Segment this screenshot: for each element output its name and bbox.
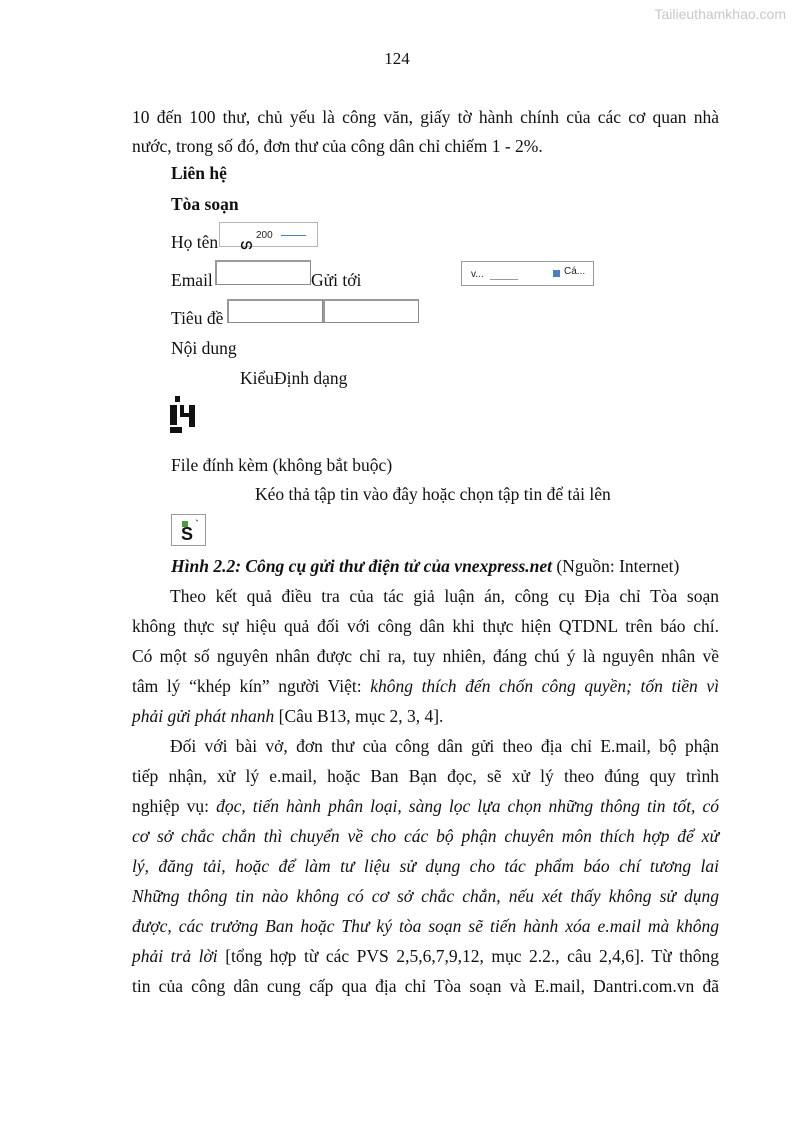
- para1-line-3: Có một số nguyên nhân được chỉ ra, tuy nhiên, đáng chú ý là nguyên nhân về: [132, 646, 719, 666]
- watermark: Tailieuthamkhao.com: [654, 6, 786, 22]
- upload-tick-glyph: `: [195, 517, 199, 531]
- send-to-option: Cá...: [564, 266, 586, 277]
- style-dropdown[interactable]: Kiểu: [240, 368, 275, 388]
- para1-line-4: tâm lý “khép kín” người Việt: không thích đến chốn công quyền; tốn tiền vì: [132, 676, 720, 696]
- para2-line-4: cơ sở chắc chắn thì chuyển về cho các bộ phận chuyên môn thích hợp để xử: [132, 826, 719, 846]
- page-number: 124: [384, 49, 410, 68]
- upload-s-glyph: S: [181, 524, 194, 544]
- name-input[interactable]: [219, 222, 318, 252]
- name-label: Họ tên: [171, 232, 219, 252]
- dropzone[interactable]: Kéo thả tập tin vào đây hoặc chọn tập tin để tải lên: [255, 484, 611, 504]
- intro-line-2: nước, trong số đó, đơn thư của công dân chỉ chiếm 1 - 2%.: [132, 136, 543, 156]
- para1-line-2: không thực sự hiệu quả đối với công dân khi thực hiện QTDNL trên báo chí.: [132, 616, 719, 636]
- name-box-text: 200: [256, 230, 273, 241]
- send-to-underline: [490, 279, 518, 280]
- para2-line-9: tin của công dân cung cấp qua địa chỉ Tòa soạn và E.mail, Dantri.com.vn đã: [132, 976, 719, 996]
- send-to-value: v...: [471, 269, 484, 280]
- para2-line-5: lý, đăng tải, hoặc để làm tư liệu sử dụng cho tác phẩm báo chí tương lai: [132, 856, 719, 876]
- upload-file-icon[interactable]: [171, 514, 206, 546]
- format-dropdown[interactable]: Định dạng: [274, 368, 348, 388]
- content-label: Nội dung: [171, 338, 237, 358]
- send-to-label: Gửi tới: [311, 270, 362, 290]
- figure-caption: Hình 2.2: Công cụ gửi thư điện tử của vnexpress.net (Nguồn: Internet): [171, 556, 680, 576]
- para2-line-3: nghiệp vụ: đọc, tiến hành phân loại, sàng lọc lựa chọn những thông tin tốt, có: [132, 796, 719, 816]
- para2-line-7: được, các trưởng Ban hoặc Thư ký tòa soạn sẽ tiến hành xóa e.mail mà không: [132, 916, 719, 936]
- attachment-label: File đính kèm (không bắt buộc): [171, 455, 393, 475]
- broken-image-icon: [170, 396, 198, 438]
- para1-line-1: Theo kết quả điều tra của tác giả luận án, công cụ Địa chỉ Tòa soạn: [170, 586, 719, 606]
- para2-line-8: phải trả lời [tổng hợp từ các PVS 2,5,6,7,9,12, mục 2.2., câu 2,4,6]. Từ thông: [132, 946, 719, 966]
- subject-input[interactable]: [227, 299, 323, 323]
- legend-square-icon: [553, 270, 560, 277]
- para2-line-1: Đối với bài vở, đơn thư của công dân gửi theo địa chỉ E.mail, bộ phận: [170, 736, 719, 756]
- style-format-label: [240, 368, 347, 389]
- subject-label: Tiêu đề: [171, 308, 224, 328]
- para2-line-2: tiếp nhận, xử lý e.mail, hoặc Ban Bạn đọc, sẽ xử lý theo đúng quy trình: [132, 766, 719, 786]
- email-label: Email: [171, 270, 213, 290]
- intro-line-1: 10 đến 100 thư, chủ yếu là công văn, giấy tờ hành chính của các cơ quan nhà: [132, 107, 719, 127]
- send-to-select[interactable]: [461, 261, 594, 286]
- email-input[interactable]: [215, 260, 311, 285]
- section-heading: Tòa soạn: [171, 194, 239, 214]
- loading-icon: ഗ: [240, 237, 252, 252]
- subject-input-extra[interactable]: [323, 299, 419, 323]
- para2-line-6: Những thông tin nào không có cơ sở chắc chắn, nếu xét thấy không sử dụng: [132, 886, 719, 906]
- mini-chart-line: [281, 235, 306, 236]
- para1-line-5: phải gửi phát nhanh [Câu B13, mục 2, 3, 4].: [132, 706, 444, 726]
- contact-heading: Liên hệ: [171, 163, 227, 183]
